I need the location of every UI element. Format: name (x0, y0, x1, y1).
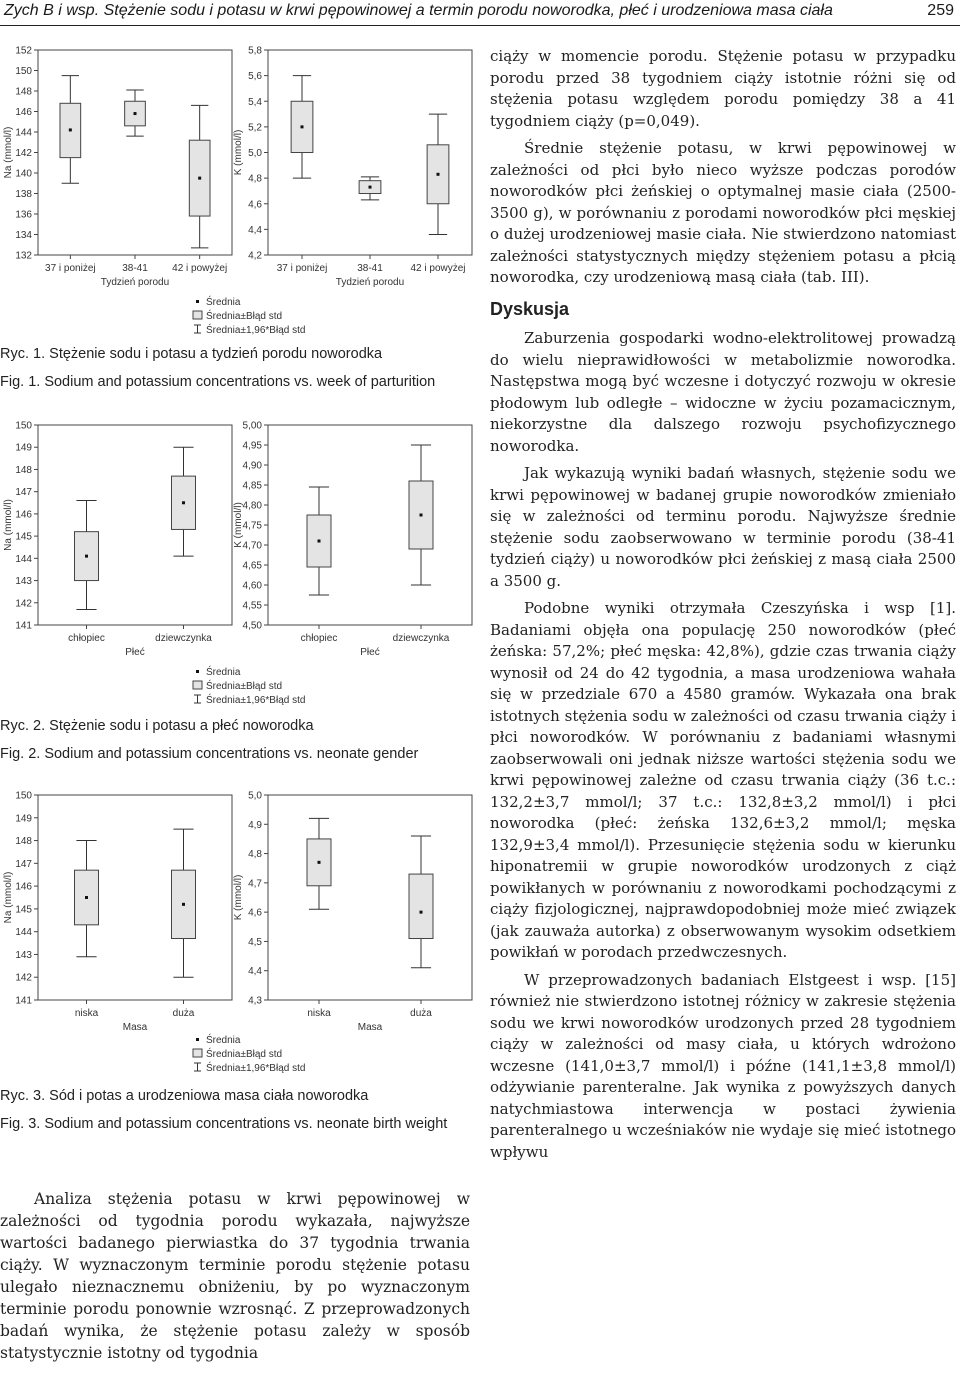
fig1-caption-pl: Ryc. 1. Stężenie sodu i potasu a tydzień porodu noworodka (0, 346, 383, 362)
y-tick-label: 152 (15, 45, 32, 57)
x-axis-label: Tydzień porodu (100, 277, 170, 288)
legend-ci-label: Średnia±1,96*Błąd std (206, 1063, 306, 1074)
y-tick-label: 150 (15, 66, 32, 77)
y-tick-label: 132 (15, 250, 32, 262)
y-tick-label: 4,60 (242, 580, 262, 592)
right-paragraph: W przeprowadzonych badaniach Elstgeest i wsp. [15] również nie stwierdzono istotnej różnicy w zakresie stężenia sodu we krwi noworodków urodzonych przed 28 tygodniem ciąży w zależności od masy ciała, u których wdrożono wczesne (141,0±3,7 mmol/l) i późne (141,1±3,8 mmol/l) odżywianie parenteralne. Jak wynika z powyższych danych natychmiastowa interwencja w postaci żywienia parenteralnego u wcześniaków nie wydaje się mieć istotnego wpływu (490, 970, 956, 1161)
y-tick-label: 5,0 (248, 148, 262, 159)
y-tick-label: 149 (15, 442, 32, 454)
y-tick-label: 144 (15, 553, 32, 565)
y-tick-label: 140 (15, 168, 32, 180)
y-tick-label: 4,95 (242, 440, 262, 452)
plot-frame (268, 795, 472, 1000)
y-tick-label: 145 (15, 904, 32, 916)
y-tick-label: 143 (15, 949, 32, 961)
x-tick-label: chłopiec (300, 633, 338, 644)
running-header (0, 0, 960, 26)
mean-point (134, 112, 137, 115)
x-tick-label: 38-41 (357, 263, 383, 274)
y-tick-label: 144 (15, 127, 32, 139)
y-tick-label: 150 (15, 420, 32, 432)
legend-mean-label: Średnia (206, 297, 241, 308)
fig1-caption-en: Fig. 1. Sodium and potassium concentrations vs. week of parturition (0, 374, 436, 390)
y-tick-label: 4,2 (248, 250, 262, 262)
left-column-text (0, 1188, 470, 1370)
y-axis-label: Na (mmol/l) (3, 871, 14, 924)
x-tick-label: duża (172, 1008, 195, 1019)
se-box (409, 874, 433, 938)
legend-mean-marker (196, 300, 199, 303)
y-tick-label: 149 (15, 813, 32, 825)
legend-mean-marker (196, 1038, 199, 1041)
mean-point (301, 125, 304, 128)
right-paragraph: Podobne wyniki otrzymała Czeszyńska i wsp [1]. Badaniami objęła ona populację 250 noworodków (płeć żeńska: 57,2%; płeć męska: 42,8%), gdzie czas trwania ciąży wynosił od 24 do 42 tygodnia, a masa urodzeniowa wahała się w przedziale 670 a 4580 gramów. Wykazała ona brak istotnych stężenia sodu w zależności od czasu trwania ciąży i płci noworodków. W porównaniu z badaniami własnymi zaobserwowali oni jednak niższe wartości stężenia sodu we krwi pępowinowej zależne od czasu trwania ciąży (36 t.c.: 132,2±3,7 mmol/l; 37 t.c.: 132,8±3,2 mmol/l) i płci noworodka (płeć: żeńska 132,6±3,2 mmol/l; męska 132,9±3,4 mmol/l). Przesunięcie stężenia sodu w kierunku hiponatremii w grupie noworodków urodzonych z ciąż powikłanych w porównaniu z noworodkami pochodzącymi z ciąży fizjologicznej, najprawdopodobniej może mieć związek (jak zauważa autorka) z obserwowanym wysokim odsetkiem powikłań w porodach przedwczesnych. (490, 599, 956, 961)
fig2-caption-pl: Ryc. 2. Stężenie sodu i potasu a płeć noworodka (0, 718, 314, 734)
right-paragraph: Zaburzenia gospodarki wodno-elektrolitowej prowadzą do wielu nieprawidłowości w metabolizmie noworodka. Następstwa mogą być wczesne i dotyczyć rozwoju w okresie płodowym lub odległe – widoczne w życiu pozamacicznym, niekorzystne dla dalszego rozwoju psychofizycznego noworodka. (490, 329, 956, 455)
y-tick-label: 143 (15, 576, 32, 588)
y-tick-label: 4,65 (242, 560, 262, 572)
mean-point (85, 896, 88, 899)
y-tick-label: 147 (15, 487, 32, 499)
y-tick-label: 5,4 (248, 96, 262, 108)
y-tick-label: 147 (15, 858, 32, 870)
y-tick-label: 4,9 (248, 819, 262, 831)
y-tick-label: 4,8 (248, 173, 262, 185)
y-tick-label: 4,7 (248, 878, 262, 890)
y-tick-label: 142 (15, 148, 32, 159)
legend-se-label: Średnia±Błąd std (206, 681, 283, 692)
y-tick-label: 4,90 (242, 460, 262, 472)
y-tick-label: 141 (15, 995, 32, 1007)
fig2-na-chart (0, 415, 240, 665)
mean-point (198, 177, 201, 180)
y-tick-label: 4,3 (248, 995, 262, 1007)
mean-point (318, 540, 321, 543)
y-tick-label: 150 (15, 790, 32, 802)
section-heading-dyskusja: Dyskusja (490, 298, 570, 319)
fig3-caption-pl: Ryc. 3. Sód i potas a urodzeniowa masa ciała noworodka (0, 1088, 369, 1104)
x-tick-label: 42 i powyżej (410, 263, 466, 274)
y-axis-label: K (mmol/l) (233, 874, 244, 921)
y-tick-label: 5,6 (248, 71, 262, 83)
legend-se-marker (193, 681, 202, 689)
fig3-k-chart (230, 785, 480, 1040)
y-tick-label: 136 (15, 209, 32, 221)
y-tick-label: 4,8 (248, 849, 262, 861)
x-axis-label: Płeć (125, 647, 145, 658)
fig2-k-chart (230, 415, 480, 665)
fig3-legend (190, 1032, 330, 1078)
x-tick-label: 38-41 (122, 263, 148, 274)
x-tick-label: 42 i powyżej (172, 263, 228, 274)
y-tick-label: 4,75 (242, 520, 262, 532)
mean-point (420, 911, 423, 914)
y-tick-label: 4,5 (248, 936, 262, 948)
y-tick-label: 4,4 (248, 224, 262, 236)
x-axis-label: Masa (122, 1022, 148, 1033)
x-tick-label: dziewczynka (155, 633, 212, 644)
y-tick-label: 148 (15, 836, 32, 848)
legend-ci-label: Średnia±1,96*Błąd std (206, 695, 306, 706)
legend-se-label: Średnia±Błąd std (206, 1049, 283, 1060)
mean-point (69, 128, 72, 131)
y-axis-label: K (mmol/l) (233, 129, 244, 176)
plot-frame (38, 795, 232, 1000)
y-tick-label: 4,4 (248, 966, 262, 978)
legend-mean-marker (196, 670, 199, 673)
y-tick-label: 4,6 (248, 907, 262, 919)
mean-point (182, 501, 185, 504)
y-tick-label: 146 (15, 509, 32, 521)
legend-ci-label: Średnia±1,96*Błąd std (206, 325, 306, 336)
x-tick-label: dziewczynka (392, 633, 450, 644)
legend-mean-label: Średnia (206, 667, 241, 678)
right-paragraph: Średnie stężenie potasu, w krwi pępowinowej w zależności od płci było nieco wyższe podczas porodów noworodków płci żeńskiej o optymalnej masie ciała (2500-3500 g), w porównaniu z porodami noworodków płci męskiej o dużej urodzeniowej masie ciała. Nie stwierdzono natomiast zależności statystycznych między stężeniem potasu a płcią noworodka, czy urodzeniową masą ciała (tab. III). (490, 139, 956, 286)
mean-point (369, 186, 372, 189)
y-tick-label: 148 (15, 464, 32, 476)
fig2-caption-en: Fig. 2. Sodium and potassium concentrations vs. neonate gender (0, 746, 419, 762)
y-tick-label: 5,2 (248, 122, 262, 134)
running-title: Zych B i wsp. Stężenie sodu i potasu w krwi pępowinowej a termin porodu noworodka, płeć i urodzeniowa masa ciała (4, 2, 833, 19)
right-column-text (490, 46, 956, 1169)
y-tick-label: 5,00 (242, 420, 262, 432)
mean-point (182, 903, 185, 906)
y-tick-label: 134 (15, 230, 32, 241)
y-tick-label: 138 (15, 189, 32, 200)
y-axis-label: Na (mmol/l) (3, 499, 14, 551)
y-tick-label: 146 (15, 107, 32, 118)
mean-point (437, 173, 440, 176)
y-tick-label: 4,50 (242, 620, 262, 632)
y-tick-label: 141 (15, 620, 32, 632)
left-paragraph: Analiza stężenia potasu w krwi pępowinowej w zależności od tygodnia porodu wykazała, najwyższe wartości badanego pierwiastka do 37 tygodnia trwania ciąży. W wyznaczonym terminie porodu stężenie potasu ulegało nieznacznemu obniżeniu, by po wyznaczonym terminie porodu ponownie wzrosnąć. Z przeprowadzonych badań wynika, że stężenie potasu zależy w sposób statystycznie istotny od tygodnia (0, 1190, 470, 1362)
y-tick-label: 4,6 (248, 199, 262, 211)
x-axis-label: Tydzień porodu (335, 277, 405, 288)
plot-frame (268, 425, 472, 625)
legend-se-marker (193, 1049, 202, 1057)
x-tick-label: niska (307, 1008, 331, 1019)
x-tick-label: niska (74, 1008, 99, 1019)
y-tick-label: 4,85 (242, 480, 262, 492)
x-tick-label: duża (410, 1008, 432, 1019)
y-tick-label: 145 (15, 531, 32, 543)
fig1-legend (190, 294, 330, 340)
y-tick-label: 4,55 (242, 600, 262, 612)
x-tick-label: 37 i poniżej (276, 263, 328, 274)
fig3-caption-en: Fig. 3. Sodium and potassium concentrations vs. neonate birth weight (0, 1116, 448, 1132)
y-tick-label: 4,80 (242, 500, 262, 512)
x-axis-label: Masa (357, 1022, 383, 1033)
y-tick-label: 142 (15, 598, 32, 610)
y-tick-label: 144 (15, 927, 32, 939)
fig1-na-chart (0, 40, 240, 295)
y-axis-label: K (mmol/l) (233, 502, 244, 548)
y-tick-label: 148 (15, 86, 32, 98)
legend-se-label: Średnia±Błąd std (206, 311, 283, 322)
x-tick-label: 37 i poniżej (45, 263, 96, 274)
plot-frame (38, 425, 232, 625)
mean-point (318, 861, 321, 864)
x-axis-label: Płeć (360, 647, 380, 658)
mean-point (85, 555, 88, 558)
fig2-legend (190, 664, 330, 710)
right-paragraph: ciąży w momencie porodu. Stężenie potasu w przypadku porodu przed 38 tygodniem ciąży istotnie różni się od stężenia potasu względem porodu pomiędzy 38 a 41 tygodniem ciąży (p=0,049). (490, 47, 956, 130)
legend-mean-label: Średnia (206, 1035, 241, 1046)
y-tick-label: 4,70 (242, 540, 262, 552)
y-axis-label: Na (mmol/l) (3, 126, 14, 179)
legend-se-marker (193, 311, 202, 319)
y-tick-label: 146 (15, 881, 32, 893)
fig3-na-chart (0, 785, 240, 1040)
mean-point (420, 514, 423, 517)
x-tick-label: chłopiec (68, 633, 105, 644)
y-tick-label: 142 (15, 972, 32, 984)
y-tick-label: 5,8 (248, 45, 262, 57)
page-number: 259 (927, 2, 954, 19)
y-tick-label: 5,0 (248, 790, 262, 802)
fig1-k-chart (230, 40, 480, 295)
right-paragraph: Jak wykazują wyniki badań własnych, stężenie sodu we krwi pępowinowej w badanej grupie noworodków zmieniało się w zależności od terminu porodu. Najwyższe średnie stężenie sodu zaobserwowano w terminie porodu (38-41 tydzień ciąży) u noworodków płci żeńskiej z masą ciała 2500 a 3500 g. (490, 464, 956, 590)
